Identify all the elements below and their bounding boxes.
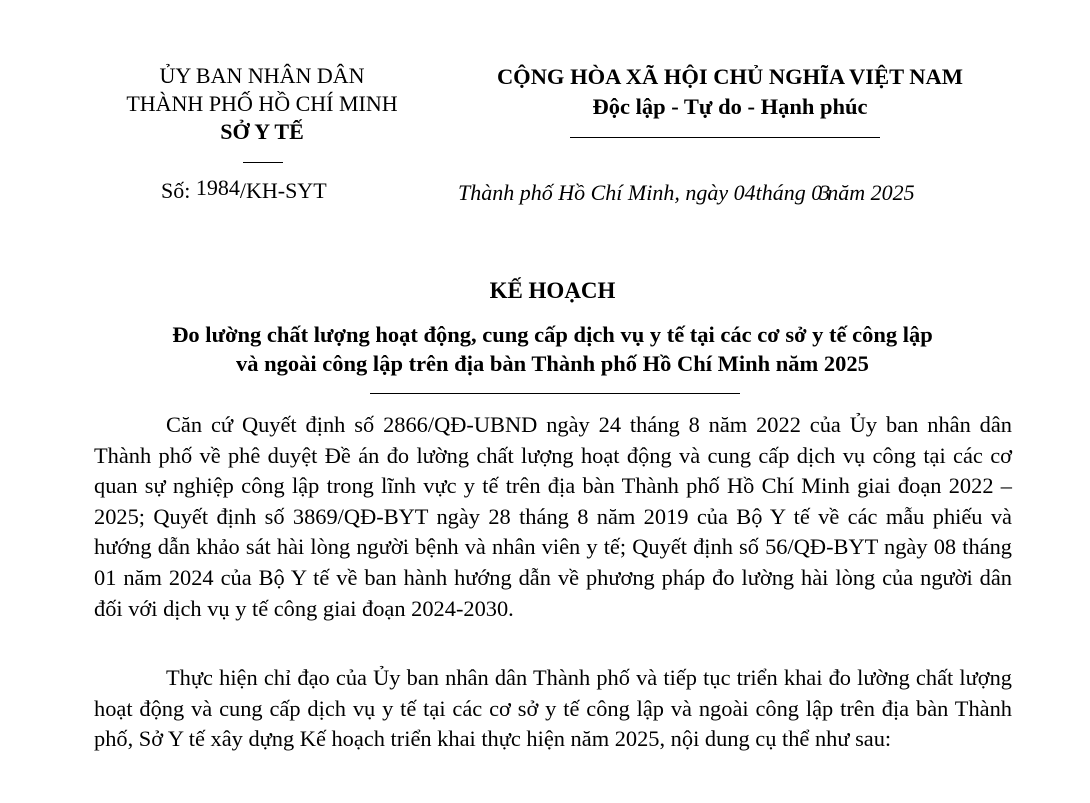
national-heading-block (452, 62, 1008, 122)
document-number (161, 175, 327, 204)
document-type-heading: KẾ HOẠCH (489, 278, 616, 303)
body-paragraph-1: Căn cứ Quyết định số 2866/QĐ-UBND ngày 24 tháng 8 năm 2022 của Ủy ban nhân dân Thành phố về phê duyệt Đề án đo lường chất lượng hoạt động và cung cấp dịch vụ công tại các cơ quan sự nghiệp công lập trong lĩnh vực y tế trên địa bàn Thành phố Hồ Chí Minh giai đoạn 2022 – 2025; Quyết định số 3869/QĐ-BYT ngày 28 tháng 8 năm 2019 của Bộ Y tế về các mẫu phiếu và hướng dẫn khảo sát hài lòng người bệnh và nhân viên y tế; Quyết định số 56/QĐ-BYT ngày 08 tháng 01 năm 2024 của Bộ Y tế về ban hành hướng dẫn về phương pháp đo lường hài lòng của người dân đối với dịch vụ y tế công giai đoạn 2024-2030. (94, 412, 1012, 621)
document-number-value: 1984 (195, 175, 240, 200)
document-number-prefix: Số: (161, 178, 191, 203)
motto-underline (570, 137, 880, 138)
issuing-agency-block (92, 62, 432, 146)
document-subtitle-line-1: Đo lường chất lượng hoạt động, cung cấp dịch vụ y tế tại các cơ sở y tế công lập (172, 322, 933, 347)
document-number-suffix: /KH-SYT (239, 178, 327, 203)
agency-underline (243, 162, 283, 163)
agency-line-2: THÀNH PHỐ HỒ CHÍ MINH (126, 91, 398, 116)
date-mid: tháng (755, 180, 812, 205)
date-day: 04 (733, 180, 756, 205)
agency-line-3: SỞ Y TẾ (220, 119, 304, 144)
issue-date (458, 180, 915, 206)
title-underline (370, 393, 740, 394)
date-month: 03 (811, 180, 828, 205)
national-motto: Độc lập - Tự do - Hạnh phúc (592, 94, 868, 119)
document-subtitle-line-2: và ngoài công lập trên địa bàn Thành phố Hồ Chí Minh năm 2025 (236, 351, 869, 376)
agency-line-1: ỦY BAN NHÂN DÂN (159, 63, 365, 88)
date-prefix: Thành phố Hồ Chí Minh, ngày (458, 180, 734, 205)
date-suffix: năm 2025 (827, 180, 915, 205)
national-name: CỘNG HÒA XÃ HỘI CHỦ NGHĨA VIỆT NAM (496, 64, 964, 89)
body-paragraph-2: Thực hiện chỉ đạo của Ủy ban nhân dân Thành phố và tiếp tục triển khai đo lường chất lượng hoạt động và cung cấp dịch vụ y tế tại các cơ sở y tế công lập và ngoài công lập trên địa bàn Thành phố, Sở Y tế xây dựng Kế hoạch triển khai thực hiện năm 2025, nội dung cụ thể như sau: (94, 665, 1012, 752)
